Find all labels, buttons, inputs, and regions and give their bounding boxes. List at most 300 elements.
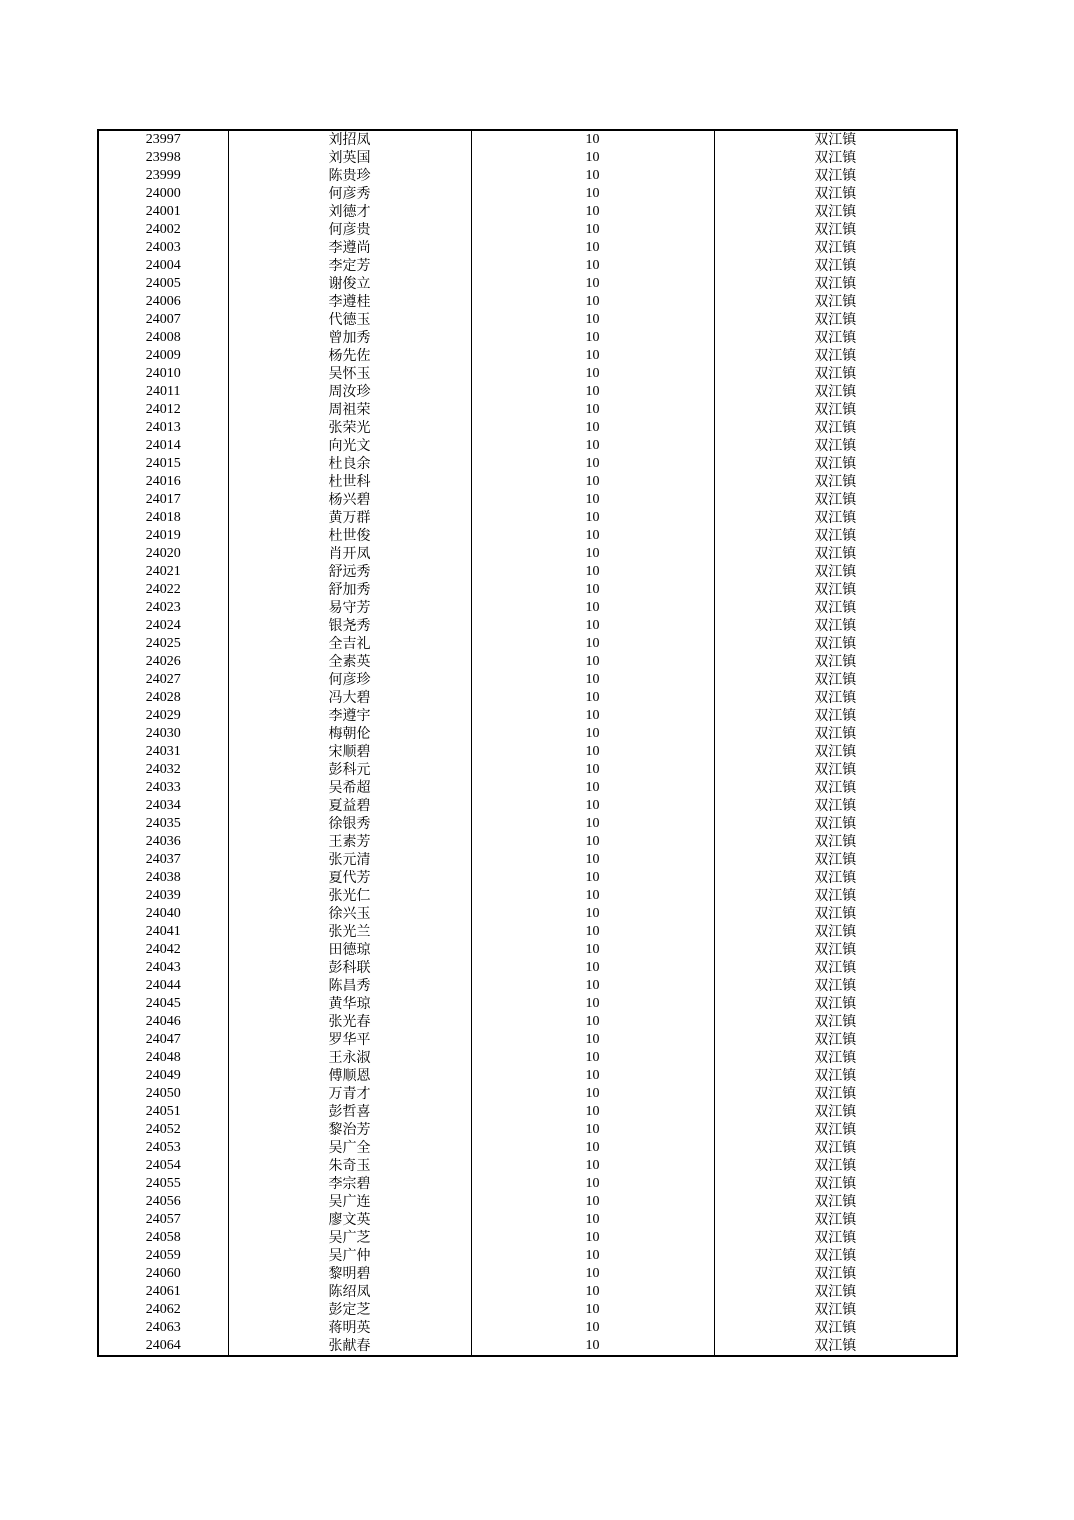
town-name-cell: 双江镇 bbox=[714, 761, 957, 779]
table-row bbox=[98, 473, 957, 491]
table-row bbox=[98, 671, 957, 689]
amount-cell: 10 bbox=[471, 815, 714, 833]
amount-cell: 10 bbox=[471, 869, 714, 887]
town-name-cell: 双江镇 bbox=[714, 293, 957, 311]
row-number-cell: 24040 bbox=[98, 905, 228, 923]
amount-cell: 10 bbox=[471, 239, 714, 257]
row-number-cell: 24000 bbox=[98, 185, 228, 203]
amount-cell: 10 bbox=[471, 743, 714, 761]
person-name-cell: 夏益碧 bbox=[228, 797, 471, 815]
amount-cell: 10 bbox=[471, 365, 714, 383]
person-name-cell: 向光文 bbox=[228, 437, 471, 455]
roster-body bbox=[98, 130, 957, 1356]
person-name-cell: 吴怀玉 bbox=[228, 365, 471, 383]
table-row bbox=[98, 815, 957, 833]
town-name-cell: 双江镇 bbox=[714, 401, 957, 419]
table-row bbox=[98, 833, 957, 851]
row-number-cell: 24041 bbox=[98, 923, 228, 941]
amount-cell: 10 bbox=[471, 905, 714, 923]
person-name-cell: 张光春 bbox=[228, 1013, 471, 1031]
person-name-cell: 周汝珍 bbox=[228, 383, 471, 401]
row-number-cell: 24018 bbox=[98, 509, 228, 527]
row-number-cell: 24044 bbox=[98, 977, 228, 995]
row-number-cell: 24020 bbox=[98, 545, 228, 563]
amount-cell: 10 bbox=[471, 1229, 714, 1247]
row-number-cell: 24060 bbox=[98, 1265, 228, 1283]
town-name-cell: 双江镇 bbox=[714, 689, 957, 707]
person-name-cell: 张元清 bbox=[228, 851, 471, 869]
person-name-cell: 全吉礼 bbox=[228, 635, 471, 653]
table-row bbox=[98, 1139, 957, 1157]
row-number-cell: 24023 bbox=[98, 599, 228, 617]
person-name-cell: 刘德才 bbox=[228, 203, 471, 221]
town-name-cell: 双江镇 bbox=[714, 149, 957, 167]
row-number-cell: 24050 bbox=[98, 1085, 228, 1103]
amount-cell: 10 bbox=[471, 923, 714, 941]
table-row bbox=[98, 761, 957, 779]
person-name-cell: 陈绍凤 bbox=[228, 1283, 471, 1301]
person-name-cell: 朱奇玉 bbox=[228, 1157, 471, 1175]
town-name-cell: 双江镇 bbox=[714, 185, 957, 203]
row-number-cell: 24003 bbox=[98, 239, 228, 257]
amount-cell: 10 bbox=[471, 635, 714, 653]
town-name-cell: 双江镇 bbox=[714, 743, 957, 761]
person-name-cell: 肖开凤 bbox=[228, 545, 471, 563]
person-name-cell: 黄华琼 bbox=[228, 995, 471, 1013]
amount-cell: 10 bbox=[471, 1049, 714, 1067]
amount-cell: 10 bbox=[471, 509, 714, 527]
row-number-cell: 24030 bbox=[98, 725, 228, 743]
table-row bbox=[98, 527, 957, 545]
person-name-cell: 蒋明英 bbox=[228, 1319, 471, 1337]
town-name-cell: 双江镇 bbox=[714, 1157, 957, 1175]
person-name-cell: 舒远秀 bbox=[228, 563, 471, 581]
town-name-cell: 双江镇 bbox=[714, 221, 957, 239]
amount-cell: 10 bbox=[471, 1085, 714, 1103]
amount-cell: 10 bbox=[471, 1283, 714, 1301]
amount-cell: 10 bbox=[471, 941, 714, 959]
town-name-cell: 双江镇 bbox=[714, 887, 957, 905]
amount-cell: 10 bbox=[471, 761, 714, 779]
town-name-cell: 双江镇 bbox=[714, 473, 957, 491]
table-row bbox=[98, 959, 957, 977]
town-name-cell: 双江镇 bbox=[714, 1067, 957, 1085]
row-number-cell: 24010 bbox=[98, 365, 228, 383]
amount-cell: 10 bbox=[471, 1103, 714, 1121]
amount-cell: 10 bbox=[471, 977, 714, 995]
row-number-cell: 24035 bbox=[98, 815, 228, 833]
row-number-cell: 24034 bbox=[98, 797, 228, 815]
town-name-cell: 双江镇 bbox=[714, 527, 957, 545]
person-name-cell: 李遵尚 bbox=[228, 239, 471, 257]
table-row bbox=[98, 239, 957, 257]
table-row bbox=[98, 1157, 957, 1175]
town-name-cell: 双江镇 bbox=[714, 1013, 957, 1031]
person-name-cell: 李定芳 bbox=[228, 257, 471, 275]
person-name-cell: 徐兴玉 bbox=[228, 905, 471, 923]
amount-cell: 10 bbox=[471, 1067, 714, 1085]
row-number-cell: 24062 bbox=[98, 1301, 228, 1319]
amount-cell: 10 bbox=[471, 707, 714, 725]
row-number-cell: 24004 bbox=[98, 257, 228, 275]
person-name-cell: 王素芳 bbox=[228, 833, 471, 851]
person-name-cell: 冯大碧 bbox=[228, 689, 471, 707]
amount-cell: 10 bbox=[471, 563, 714, 581]
row-number-cell: 24048 bbox=[98, 1049, 228, 1067]
person-name-cell: 杜世俊 bbox=[228, 527, 471, 545]
table-row bbox=[98, 1085, 957, 1103]
person-name-cell: 彭科元 bbox=[228, 761, 471, 779]
row-number-cell: 24053 bbox=[98, 1139, 228, 1157]
person-name-cell: 杜良余 bbox=[228, 455, 471, 473]
town-name-cell: 双江镇 bbox=[714, 509, 957, 527]
town-name-cell: 双江镇 bbox=[714, 1121, 957, 1139]
person-name-cell: 彭定芝 bbox=[228, 1301, 471, 1319]
table-row bbox=[98, 329, 957, 347]
person-name-cell: 吴广连 bbox=[228, 1193, 471, 1211]
person-name-cell: 张献春 bbox=[228, 1337, 471, 1356]
table-row bbox=[98, 311, 957, 329]
town-name-cell: 双江镇 bbox=[714, 797, 957, 815]
town-name-cell: 双江镇 bbox=[714, 671, 957, 689]
amount-cell: 10 bbox=[471, 401, 714, 419]
amount-cell: 10 bbox=[471, 1013, 714, 1031]
person-name-cell: 陈昌秀 bbox=[228, 977, 471, 995]
amount-cell: 10 bbox=[471, 581, 714, 599]
town-name-cell: 双江镇 bbox=[714, 311, 957, 329]
table-row bbox=[98, 905, 957, 923]
person-name-cell: 田德琼 bbox=[228, 941, 471, 959]
row-number-cell: 24009 bbox=[98, 347, 228, 365]
row-number-cell: 24025 bbox=[98, 635, 228, 653]
row-number-cell: 24052 bbox=[98, 1121, 228, 1139]
person-name-cell: 夏代芳 bbox=[228, 869, 471, 887]
amount-cell: 10 bbox=[471, 797, 714, 815]
table-row bbox=[98, 887, 957, 905]
town-name-cell: 双江镇 bbox=[714, 1103, 957, 1121]
person-name-cell: 吴希超 bbox=[228, 779, 471, 797]
town-name-cell: 双江镇 bbox=[714, 130, 957, 149]
table-row bbox=[98, 401, 957, 419]
amount-cell: 10 bbox=[471, 1175, 714, 1193]
table-row bbox=[98, 275, 957, 293]
row-number-cell: 24013 bbox=[98, 419, 228, 437]
person-name-cell: 杨先佐 bbox=[228, 347, 471, 365]
person-name-cell: 全素英 bbox=[228, 653, 471, 671]
town-name-cell: 双江镇 bbox=[714, 977, 957, 995]
amount-cell: 10 bbox=[471, 779, 714, 797]
table-row bbox=[98, 437, 957, 455]
row-number-cell: 24024 bbox=[98, 617, 228, 635]
row-number-cell: 24017 bbox=[98, 491, 228, 509]
amount-cell: 10 bbox=[471, 833, 714, 851]
town-name-cell: 双江镇 bbox=[714, 905, 957, 923]
amount-cell: 10 bbox=[471, 617, 714, 635]
person-name-cell: 刘招凤 bbox=[228, 130, 471, 149]
person-name-cell: 张光仁 bbox=[228, 887, 471, 905]
town-name-cell: 双江镇 bbox=[714, 1031, 957, 1049]
table-row bbox=[98, 1121, 957, 1139]
table-row bbox=[98, 149, 957, 167]
town-name-cell: 双江镇 bbox=[714, 383, 957, 401]
row-number-cell: 24058 bbox=[98, 1229, 228, 1247]
table-row bbox=[98, 167, 957, 185]
table-row bbox=[98, 1211, 957, 1229]
amount-cell: 10 bbox=[471, 203, 714, 221]
town-name-cell: 双江镇 bbox=[714, 239, 957, 257]
table-row bbox=[98, 635, 957, 653]
town-name-cell: 双江镇 bbox=[714, 563, 957, 581]
town-name-cell: 双江镇 bbox=[714, 1247, 957, 1265]
row-number-cell: 24027 bbox=[98, 671, 228, 689]
row-number-cell: 24031 bbox=[98, 743, 228, 761]
table-row bbox=[98, 419, 957, 437]
table-row bbox=[98, 617, 957, 635]
row-number-cell: 24036 bbox=[98, 833, 228, 851]
table-row bbox=[98, 491, 957, 509]
town-name-cell: 双江镇 bbox=[714, 329, 957, 347]
person-name-cell: 何彦珍 bbox=[228, 671, 471, 689]
amount-cell: 10 bbox=[471, 545, 714, 563]
town-name-cell: 双江镇 bbox=[714, 959, 957, 977]
person-name-cell: 黎明碧 bbox=[228, 1265, 471, 1283]
amount-cell: 10 bbox=[471, 455, 714, 473]
row-number-cell: 24012 bbox=[98, 401, 228, 419]
row-number-cell: 23999 bbox=[98, 167, 228, 185]
table-row bbox=[98, 743, 957, 761]
table-row bbox=[98, 1247, 957, 1265]
town-name-cell: 双江镇 bbox=[714, 491, 957, 509]
amount-cell: 10 bbox=[471, 599, 714, 617]
town-name-cell: 双江镇 bbox=[714, 1139, 957, 1157]
person-name-cell: 杨兴碧 bbox=[228, 491, 471, 509]
row-number-cell: 24026 bbox=[98, 653, 228, 671]
amount-cell: 10 bbox=[471, 311, 714, 329]
town-name-cell: 双江镇 bbox=[714, 779, 957, 797]
amount-cell: 10 bbox=[471, 329, 714, 347]
row-number-cell: 24061 bbox=[98, 1283, 228, 1301]
person-name-cell: 周祖荣 bbox=[228, 401, 471, 419]
table-row bbox=[98, 725, 957, 743]
amount-cell: 10 bbox=[471, 653, 714, 671]
amount-cell: 10 bbox=[471, 167, 714, 185]
amount-cell: 10 bbox=[471, 959, 714, 977]
row-number-cell: 24051 bbox=[98, 1103, 228, 1121]
row-number-cell: 24011 bbox=[98, 383, 228, 401]
town-name-cell: 双江镇 bbox=[714, 1301, 957, 1319]
table-row bbox=[98, 509, 957, 527]
person-name-cell: 吴广全 bbox=[228, 1139, 471, 1157]
row-number-cell: 24008 bbox=[98, 329, 228, 347]
town-name-cell: 双江镇 bbox=[714, 1265, 957, 1283]
person-name-cell: 万青才 bbox=[228, 1085, 471, 1103]
row-number-cell: 24037 bbox=[98, 851, 228, 869]
row-number-cell: 24014 bbox=[98, 437, 228, 455]
amount-cell: 10 bbox=[471, 1139, 714, 1157]
person-name-cell: 舒加秀 bbox=[228, 581, 471, 599]
table-row bbox=[98, 1283, 957, 1301]
amount-cell: 10 bbox=[471, 671, 714, 689]
table-row bbox=[98, 689, 957, 707]
town-name-cell: 双江镇 bbox=[714, 1319, 957, 1337]
row-number-cell: 24001 bbox=[98, 203, 228, 221]
row-number-cell: 24019 bbox=[98, 527, 228, 545]
town-name-cell: 双江镇 bbox=[714, 1175, 957, 1193]
town-name-cell: 双江镇 bbox=[714, 635, 957, 653]
row-number-cell: 24057 bbox=[98, 1211, 228, 1229]
amount-cell: 10 bbox=[471, 995, 714, 1013]
town-name-cell: 双江镇 bbox=[714, 581, 957, 599]
table-row bbox=[98, 707, 957, 725]
table-row bbox=[98, 1175, 957, 1193]
person-name-cell: 吴广芝 bbox=[228, 1229, 471, 1247]
person-name-cell: 代德玉 bbox=[228, 311, 471, 329]
town-name-cell: 双江镇 bbox=[714, 617, 957, 635]
town-name-cell: 双江镇 bbox=[714, 941, 957, 959]
amount-cell: 10 bbox=[471, 419, 714, 437]
table-row bbox=[98, 581, 957, 599]
town-name-cell: 双江镇 bbox=[714, 347, 957, 365]
person-name-cell: 何彦秀 bbox=[228, 185, 471, 203]
table-row bbox=[98, 563, 957, 581]
person-name-cell: 李遵宇 bbox=[228, 707, 471, 725]
row-number-cell: 24039 bbox=[98, 887, 228, 905]
person-name-cell: 黄万群 bbox=[228, 509, 471, 527]
table-row bbox=[98, 995, 957, 1013]
row-number-cell: 24006 bbox=[98, 293, 228, 311]
row-number-cell: 24021 bbox=[98, 563, 228, 581]
row-number-cell: 24055 bbox=[98, 1175, 228, 1193]
row-number-cell: 24038 bbox=[98, 869, 228, 887]
person-name-cell: 廖文英 bbox=[228, 1211, 471, 1229]
town-name-cell: 双江镇 bbox=[714, 869, 957, 887]
table-row bbox=[98, 1013, 957, 1031]
table-row bbox=[98, 1319, 957, 1337]
row-number-cell: 24029 bbox=[98, 707, 228, 725]
table-row bbox=[98, 599, 957, 617]
person-name-cell: 张荣光 bbox=[228, 419, 471, 437]
table-row bbox=[98, 293, 957, 311]
row-number-cell: 24043 bbox=[98, 959, 228, 977]
town-name-cell: 双江镇 bbox=[714, 455, 957, 473]
town-name-cell: 双江镇 bbox=[714, 1211, 957, 1229]
amount-cell: 10 bbox=[471, 347, 714, 365]
table-row bbox=[98, 203, 957, 221]
town-name-cell: 双江镇 bbox=[714, 1337, 957, 1356]
table-row bbox=[98, 923, 957, 941]
table-row bbox=[98, 221, 957, 239]
person-name-cell: 王永淑 bbox=[228, 1049, 471, 1067]
row-number-cell: 24005 bbox=[98, 275, 228, 293]
row-number-cell: 23998 bbox=[98, 149, 228, 167]
amount-cell: 10 bbox=[471, 1301, 714, 1319]
person-name-cell: 谢俊立 bbox=[228, 275, 471, 293]
amount-cell: 10 bbox=[471, 437, 714, 455]
person-name-cell: 刘英国 bbox=[228, 149, 471, 167]
table-row bbox=[98, 1193, 957, 1211]
table-row bbox=[98, 941, 957, 959]
row-number-cell: 24042 bbox=[98, 941, 228, 959]
person-name-cell: 张光兰 bbox=[228, 923, 471, 941]
town-name-cell: 双江镇 bbox=[714, 365, 957, 383]
table-row bbox=[98, 797, 957, 815]
row-number-cell: 23997 bbox=[98, 130, 228, 149]
town-name-cell: 双江镇 bbox=[714, 1283, 957, 1301]
amount-cell: 10 bbox=[471, 185, 714, 203]
table-row bbox=[98, 1031, 957, 1049]
amount-cell: 10 bbox=[471, 473, 714, 491]
amount-cell: 10 bbox=[471, 1247, 714, 1265]
person-name-cell: 彭哲喜 bbox=[228, 1103, 471, 1121]
amount-cell: 10 bbox=[471, 1157, 714, 1175]
amount-cell: 10 bbox=[471, 1031, 714, 1049]
amount-cell: 10 bbox=[471, 1121, 714, 1139]
person-name-cell: 陈贵珍 bbox=[228, 167, 471, 185]
town-name-cell: 双江镇 bbox=[714, 437, 957, 455]
row-number-cell: 24056 bbox=[98, 1193, 228, 1211]
row-number-cell: 24046 bbox=[98, 1013, 228, 1031]
table-row bbox=[98, 869, 957, 887]
town-name-cell: 双江镇 bbox=[714, 599, 957, 617]
row-number-cell: 24063 bbox=[98, 1319, 228, 1337]
table-row bbox=[98, 257, 957, 275]
row-number-cell: 24045 bbox=[98, 995, 228, 1013]
town-name-cell: 双江镇 bbox=[714, 833, 957, 851]
amount-cell: 10 bbox=[471, 1211, 714, 1229]
table-row bbox=[98, 1301, 957, 1319]
amount-cell: 10 bbox=[471, 1319, 714, 1337]
town-name-cell: 双江镇 bbox=[714, 275, 957, 293]
person-name-cell: 彭科联 bbox=[228, 959, 471, 977]
amount-cell: 10 bbox=[471, 725, 714, 743]
town-name-cell: 双江镇 bbox=[714, 203, 957, 221]
person-name-cell: 黎治芳 bbox=[228, 1121, 471, 1139]
person-name-cell: 罗华平 bbox=[228, 1031, 471, 1049]
row-number-cell: 24064 bbox=[98, 1337, 228, 1356]
town-name-cell: 双江镇 bbox=[714, 851, 957, 869]
row-number-cell: 24016 bbox=[98, 473, 228, 491]
row-number-cell: 24022 bbox=[98, 581, 228, 599]
person-name-cell: 何彦贵 bbox=[228, 221, 471, 239]
table-row bbox=[98, 185, 957, 203]
table-row bbox=[98, 851, 957, 869]
amount-cell: 10 bbox=[471, 1337, 714, 1356]
row-number-cell: 24002 bbox=[98, 221, 228, 239]
table-row bbox=[98, 365, 957, 383]
town-name-cell: 双江镇 bbox=[714, 419, 957, 437]
town-name-cell: 双江镇 bbox=[714, 707, 957, 725]
table-row bbox=[98, 1067, 957, 1085]
table-row bbox=[98, 1265, 957, 1283]
amount-cell: 10 bbox=[471, 491, 714, 509]
amount-cell: 10 bbox=[471, 275, 714, 293]
amount-cell: 10 bbox=[471, 851, 714, 869]
roster-table bbox=[97, 129, 958, 1357]
town-name-cell: 双江镇 bbox=[714, 995, 957, 1013]
amount-cell: 10 bbox=[471, 383, 714, 401]
table-row bbox=[98, 977, 957, 995]
row-number-cell: 24059 bbox=[98, 1247, 228, 1265]
table-row bbox=[98, 383, 957, 401]
table-row bbox=[98, 545, 957, 563]
town-name-cell: 双江镇 bbox=[714, 725, 957, 743]
person-name-cell: 李宗碧 bbox=[228, 1175, 471, 1193]
town-name-cell: 双江镇 bbox=[714, 1049, 957, 1067]
table-row bbox=[98, 1337, 957, 1356]
town-name-cell: 双江镇 bbox=[714, 167, 957, 185]
row-number-cell: 24047 bbox=[98, 1031, 228, 1049]
person-name-cell: 宋顺碧 bbox=[228, 743, 471, 761]
